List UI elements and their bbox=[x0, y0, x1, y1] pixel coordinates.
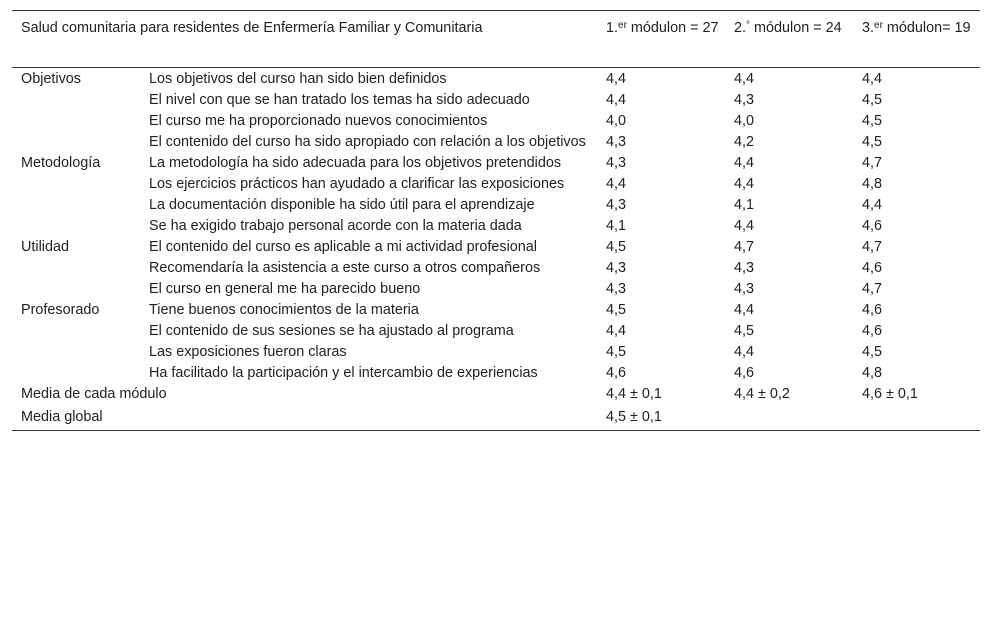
row-value-m1: 4,4 bbox=[606, 92, 627, 108]
table-row bbox=[12, 258, 980, 279]
row-item: Los objetivos del curso han sido bien definidos bbox=[149, 71, 447, 87]
table-body bbox=[12, 68, 980, 384]
row-value-m2: 4,4 bbox=[734, 302, 755, 318]
table-row-media-global bbox=[12, 407, 980, 430]
media-modulo-m3: 4,6 ± 0,1 bbox=[862, 386, 918, 402]
row-value-m3: 4,8 bbox=[862, 176, 883, 192]
media-global-label: Media global bbox=[21, 409, 103, 425]
row-value-m1: 4,5 bbox=[606, 302, 627, 318]
table-title: Salud comunitaria para residentes de Enfermería Familiar y Comunitaria bbox=[21, 20, 483, 36]
table-row bbox=[12, 69, 980, 90]
row-value-m2: 4,2 bbox=[734, 134, 755, 150]
row-item: Tiene buenos conocimientos de la materia bbox=[149, 302, 419, 318]
media-modulo-m1: 4,4 ± 0,1 bbox=[606, 386, 662, 402]
table-row bbox=[12, 111, 980, 132]
row-value-m2: 4,7 bbox=[734, 239, 755, 255]
row-item: El curso me ha proporcionado nuevos conocimientos bbox=[149, 113, 488, 129]
row-category: Utilidad bbox=[21, 239, 69, 255]
row-value-m1: 4,3 bbox=[606, 197, 627, 213]
row-item: Se ha exigido trabajo personal acorde con la materia dada bbox=[149, 218, 522, 234]
row-value-m3: 4,8 bbox=[862, 365, 883, 381]
row-value-m3: 4,6 bbox=[862, 260, 883, 276]
row-item: El contenido de sus sesiones se ha ajustado al programa bbox=[149, 323, 514, 339]
table-row bbox=[12, 237, 980, 258]
row-item: El curso en general me ha parecido bueno bbox=[149, 281, 421, 297]
row-value-m1: 4,4 bbox=[606, 176, 627, 192]
row-item: El contenido del curso ha sido apropiado con relación a los objetivos bbox=[149, 134, 586, 150]
row-value-m3: 4,7 bbox=[862, 239, 883, 255]
row-value-m2: 4,5 bbox=[734, 323, 755, 339]
row-value-m3: 4,4 bbox=[862, 197, 883, 213]
row-value-m2: 4,4 bbox=[734, 155, 755, 171]
row-item: Las exposiciones fueron claras bbox=[149, 344, 347, 360]
row-value-m2: 4,4 bbox=[734, 344, 755, 360]
row-value-m3: 4,6 bbox=[862, 302, 883, 318]
table-row bbox=[12, 363, 980, 384]
row-value-m2: 4,0 bbox=[734, 113, 755, 129]
row-value-m1: 4,4 bbox=[606, 71, 627, 87]
table-header bbox=[12, 10, 980, 68]
row-value-m3: 4,5 bbox=[862, 134, 883, 150]
row-item: El nivel con que se han tratado los temas ha sido adecuado bbox=[149, 92, 530, 108]
row-value-m1: 4,5 bbox=[606, 344, 627, 360]
row-value-m2: 4,3 bbox=[734, 281, 755, 297]
row-value-m3: 4,7 bbox=[862, 155, 883, 171]
column-header-module-2: 2.° módulon = 24 bbox=[734, 20, 842, 36]
evaluation-table bbox=[12, 10, 980, 431]
row-value-m3: 4,6 bbox=[862, 218, 883, 234]
row-item: Los ejercicios prácticos han ayudado a clarificar las exposiciones bbox=[149, 176, 565, 192]
row-item: La documentación disponible ha sido útil para el aprendizaje bbox=[149, 197, 535, 213]
row-value-m3: 4,6 bbox=[862, 323, 883, 339]
row-category: Profesorado bbox=[21, 302, 100, 318]
table-row bbox=[12, 195, 980, 216]
table-row bbox=[12, 321, 980, 342]
table-row bbox=[12, 300, 980, 321]
row-value-m2: 4,3 bbox=[734, 260, 755, 276]
row-value-m1: 4,3 bbox=[606, 155, 627, 171]
row-value-m1: 4,0 bbox=[606, 113, 627, 129]
row-value-m1: 4,5 bbox=[606, 239, 627, 255]
row-value-m3: 4,5 bbox=[862, 113, 883, 129]
row-value-m2: 4,4 bbox=[734, 71, 755, 87]
row-value-m1: 4,1 bbox=[606, 218, 627, 234]
column-header-module-3: 3.$^{er}$ módulon= 19 bbox=[862, 20, 971, 36]
row-item: La metodología ha sido adecuada para los objetivos pretendidos bbox=[149, 155, 562, 171]
row-item: Recomendaría la asistencia a este curso a otros compañeros bbox=[149, 260, 541, 276]
column-header-module-1: 1.$^{er}$ módulon = 27 bbox=[606, 20, 719, 36]
row-item: Ha facilitado la participación y el intercambio de experiencias bbox=[149, 365, 538, 381]
table-row bbox=[12, 174, 980, 195]
row-value-m3: 4,4 bbox=[862, 71, 883, 87]
row-item: El contenido del curso es aplicable a mi actividad profesional bbox=[149, 239, 537, 255]
row-value-m1: 4,3 bbox=[606, 260, 627, 276]
table-row bbox=[12, 90, 980, 111]
table-row bbox=[12, 216, 980, 237]
table-footer bbox=[12, 384, 980, 431]
row-value-m3: 4,5 bbox=[862, 92, 883, 108]
row-value-m1: 4,6 bbox=[606, 365, 627, 381]
media-global-m1: 4,5 ± 0,1 bbox=[606, 409, 662, 425]
row-value-m2: 4,1 bbox=[734, 197, 755, 213]
row-value-m2: 4,3 bbox=[734, 92, 755, 108]
table-row bbox=[12, 342, 980, 363]
row-value-m1: 4,4 bbox=[606, 323, 627, 339]
row-value-m3: 4,7 bbox=[862, 281, 883, 297]
media-modulo-label: Media de cada módulo bbox=[21, 386, 167, 402]
row-value-m1: 4,3 bbox=[606, 281, 627, 297]
row-category: Objetivos bbox=[21, 71, 81, 87]
row-value-m2: 4,4 bbox=[734, 176, 755, 192]
row-value-m2: 4,4 bbox=[734, 218, 755, 234]
table-row bbox=[12, 132, 980, 153]
table-row bbox=[12, 153, 980, 174]
table-row bbox=[12, 279, 980, 300]
table-row-media-modulo bbox=[12, 384, 980, 407]
row-value-m3: 4,5 bbox=[862, 344, 883, 360]
row-value-m2: 4,6 bbox=[734, 365, 755, 381]
row-value-m1: 4,3 bbox=[606, 134, 627, 150]
row-category: Metodología bbox=[21, 155, 101, 171]
media-modulo-m2: 4,4 ± 0,2 bbox=[734, 386, 790, 402]
